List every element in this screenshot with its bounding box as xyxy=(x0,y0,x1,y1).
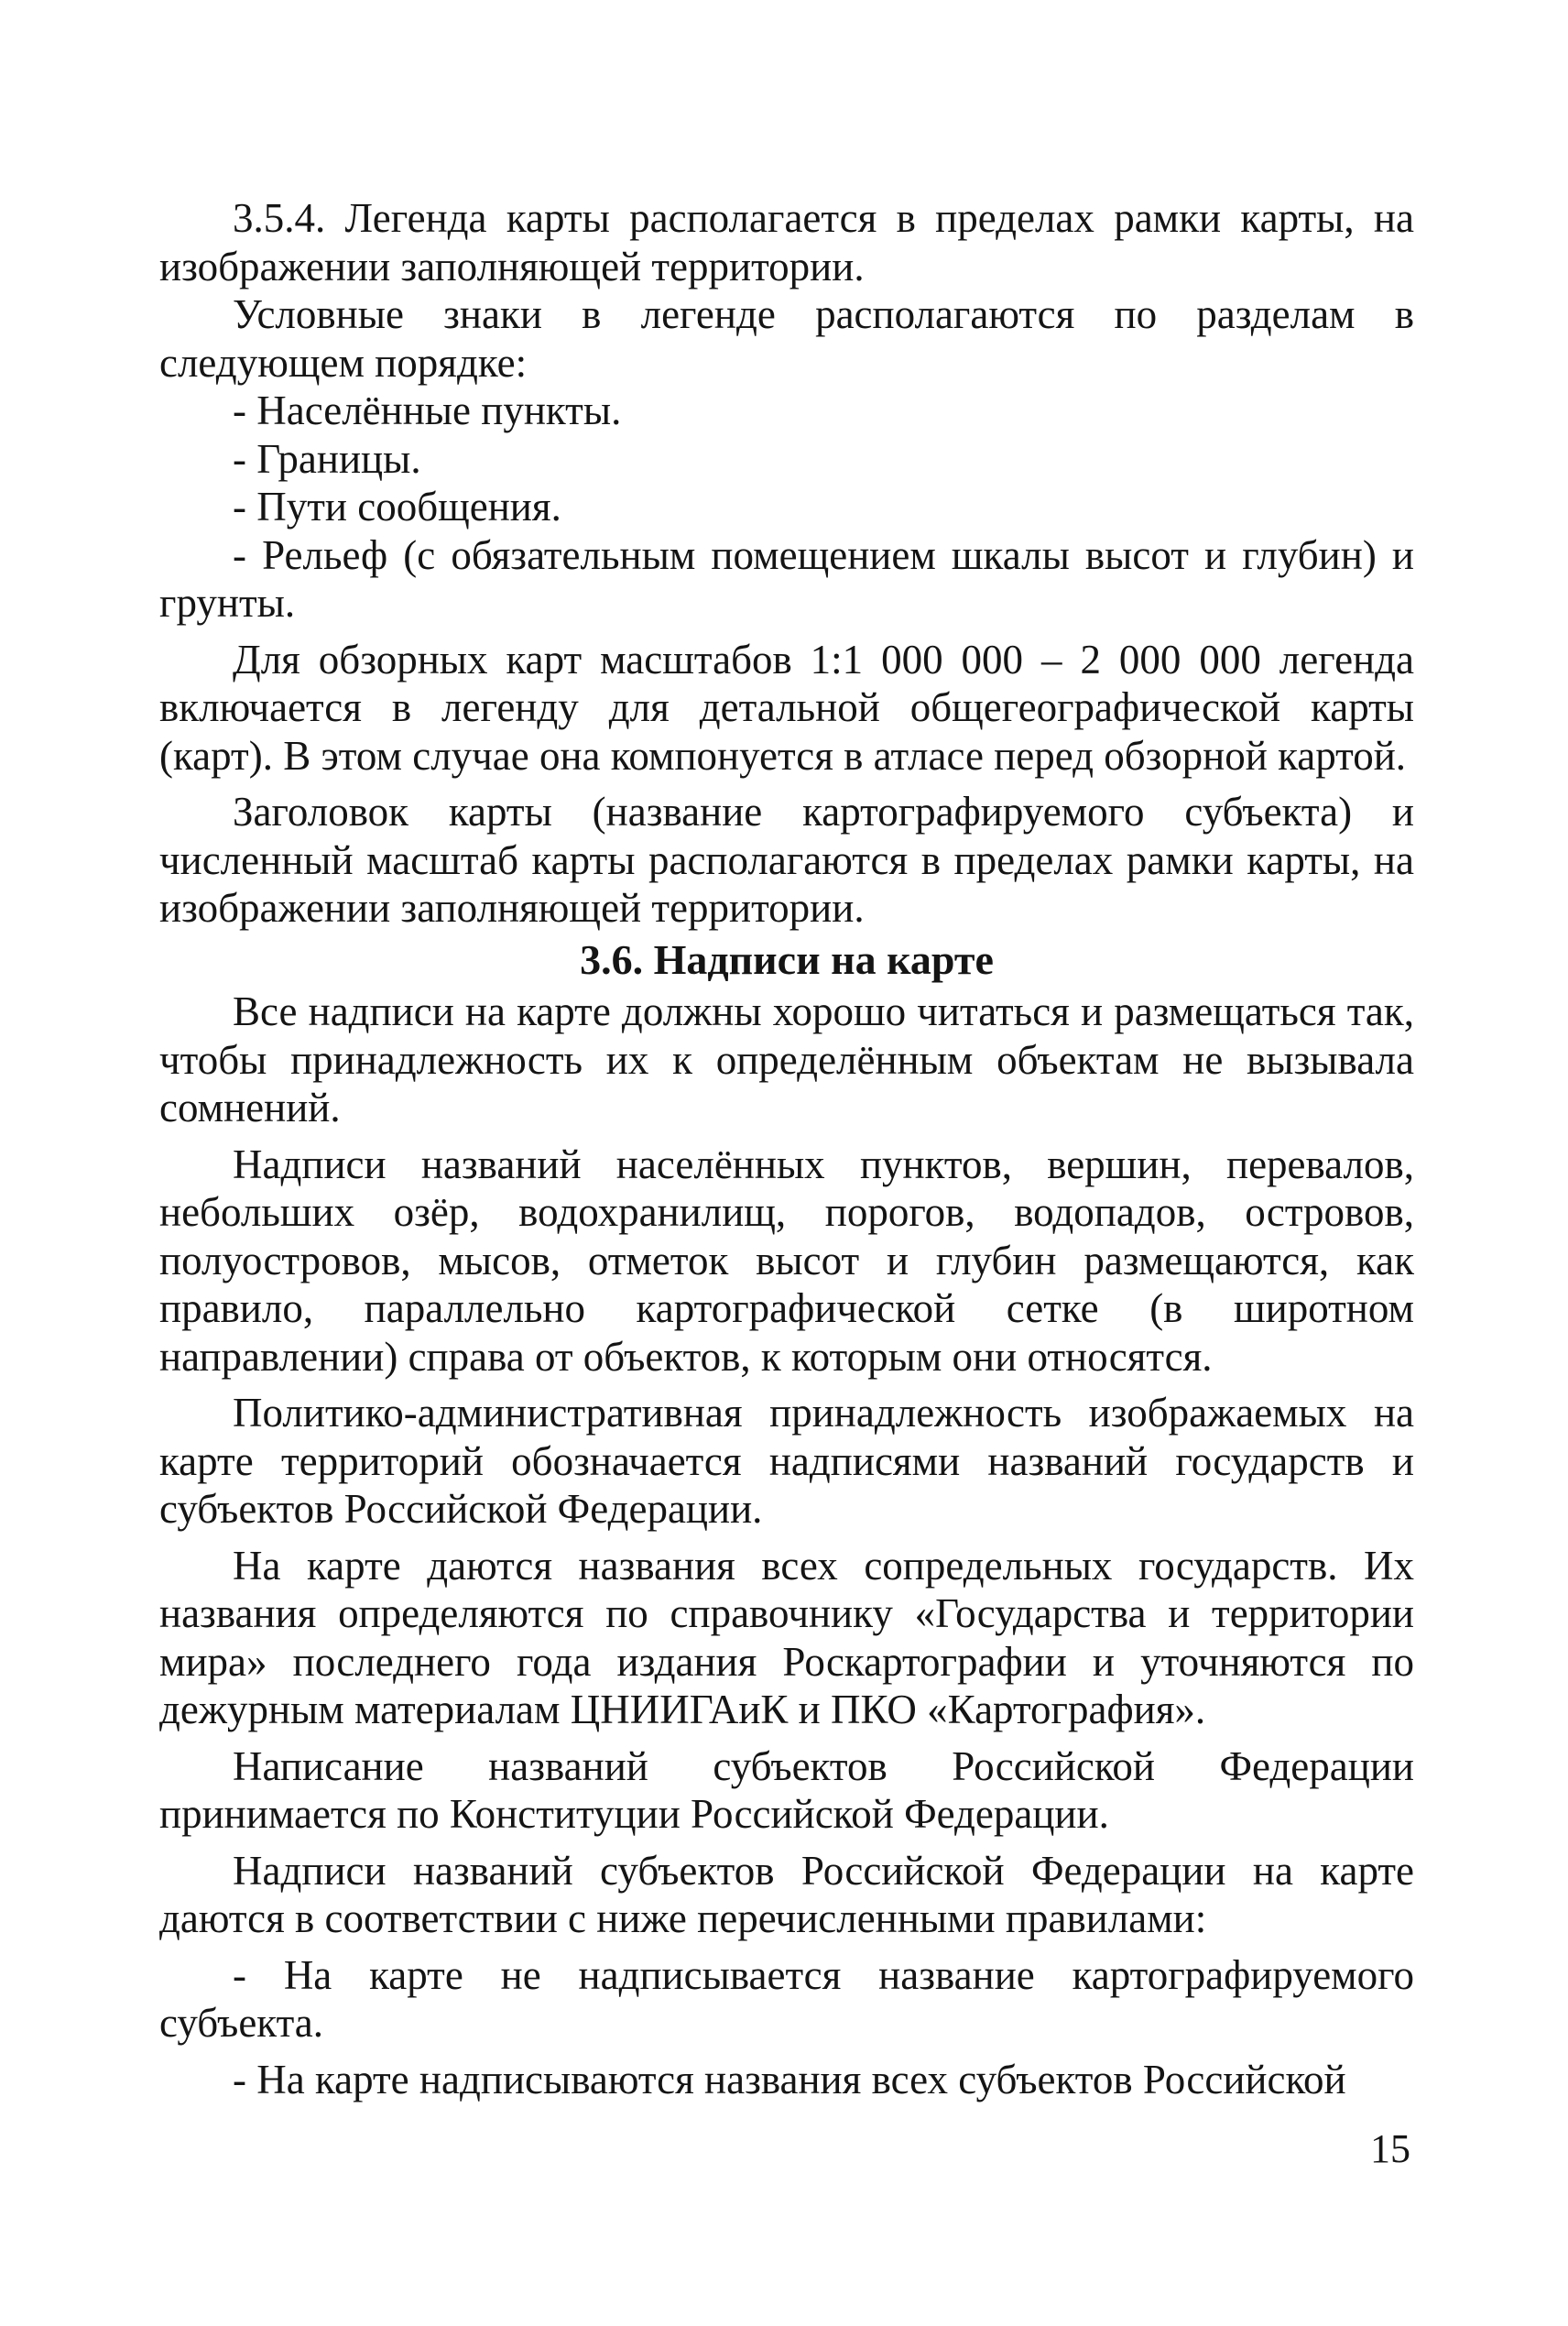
paragraph-subject-rules: Надписи названий субъектов Российской Федерации на карте даются в соответствии с ниже перечисленными правилами: xyxy=(159,1847,1414,1941)
list-item-all-subjects: - На карте надписываются названия всех субъектов Российской xyxy=(233,2056,1346,2102)
paragraph-political-affiliation: Политико-административная принадлежность изображаемых на карте территорий обозначается надписями названий государств и субъектов Российской Федерации. xyxy=(159,1390,1414,1532)
paragraph-overview-maps: Для обзорных карт масштабов 1:1 000 000 – 2 000 000 легенда включается в легенду для детальной общегеографической карты (карт). В этом случае она компонуется в атласе перед обзорной картой. xyxy=(159,636,1414,779)
paragraph-3-5-4: 3.5.4. Легенда карты располагается в пределах рамки карты, на изображении заполняющей территории. xyxy=(159,195,1414,289)
page-body xyxy=(159,194,1414,2103)
list-item-routes: - Пути сообщения. xyxy=(233,484,561,530)
list-item-relief: - Рельеф (с обязательным помещением шкалы высот и глубин) и грунты. xyxy=(159,531,1414,626)
paragraph-legend-order: Условные знаки в легенде располагаются по разделам в следующем порядке: xyxy=(159,291,1414,386)
section-heading-3-6: 3.6. Надписи на карте xyxy=(580,935,994,983)
paragraph-inscriptions-placement: Надписи названий населённых пунктов, вершин, перевалов, небольших озёр, водохранилищ, порогов, водопадов, островов, полуостровов, мысов, отметок высот и глубин размещаются, как правило, параллельно картографической сетке (в широтном направлении) справа от объектов, к которым они относятся. xyxy=(159,1141,1414,1380)
list-item-not-labeled: - На карте не надписывается название картографируемого субъекта. xyxy=(159,1951,1414,2046)
paragraph-map-title: Заголовок карты (название картографируемого субъекта) и численный масштаб карты располагаются в пределах рамки карты, на изображении заполняющей территории. xyxy=(159,789,1414,931)
paragraph-inscriptions-readable: Все надписи на карте должны хорошо читаться и размещаться так, чтобы принадлежность их к определённым объектам не вызывала сомнений. xyxy=(159,988,1414,1130)
list-item-borders: - Границы. xyxy=(233,435,421,482)
paragraph-neighbor-states: На карте даются названия всех сопредельных государств. Их названия определяются по справочнику «Государства и территории мира» последнего года издания Роскартографии и уточняются по дежурным материалам ЦНИИГАиК и ПКО «Картография». xyxy=(159,1542,1414,1732)
list-item-settlements: - Населённые пункты. xyxy=(233,388,622,433)
paragraph-constitution-names: Написание названий субъектов Российской Федерации принимается по Конституции Российской Федерации. xyxy=(159,1742,1414,1837)
page-number: 15 xyxy=(1370,2126,1410,2171)
